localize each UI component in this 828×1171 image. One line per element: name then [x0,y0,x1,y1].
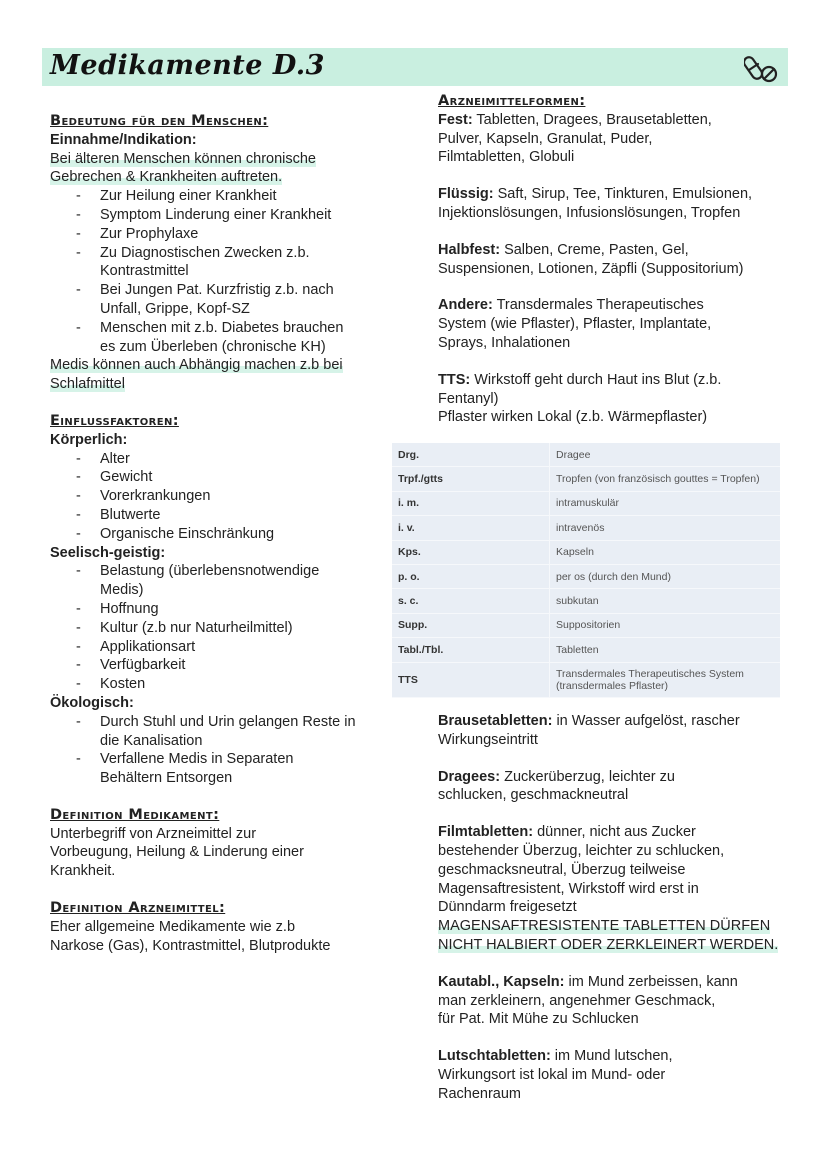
warning-line: MAGENSAFTRESISTENTE TABLETTEN DÜRFEN [438,918,771,935]
table-row: Trpf./gtts Tropfen (von französisch gouttes = Tropfen) [392,467,780,491]
list-item: - Hoffnung [50,600,395,619]
warning-line: NICHT HALBIERT ODER ZERKLEINERT WERDEN. [438,936,779,953]
def-medikament-text: Unterbegriff von Arzneimittel zur Vorbeugung, Heilung & Linderung einer Krankheit. [50,825,304,880]
koerperlich-list [50,450,395,544]
table-row: i. m. intramuskulär [392,491,780,515]
list-item: - Gewicht [50,468,395,487]
list-item: - Organische Einschränkung [50,525,395,544]
page-title: Medikamente D.3 [50,50,325,81]
bedeutung-list [50,187,395,356]
section-heading-bedeutung: Bedeutung für den Menschen: [50,113,269,129]
list-item: - Kosten [50,675,395,694]
table-row: Tabl./Tbl. Tabletten [392,638,780,662]
subheading-oekologisch: Ökologisch: [50,694,134,711]
list-item: - Symptom Linderung einer Krankheit [50,206,395,225]
list-item: - Belastung (überlebensnotwendige Medis) [50,562,395,600]
list-item: - Applikationsart [50,638,395,657]
pill-icon [744,50,780,86]
list-item: - Bei Jungen Pat. Kurzfristig z.b. nach Unfall, Grippe, Kopf-SZ [50,281,395,319]
detail-dragees: Dragees: Zuckerüberzug, leichter zu schlucken, geschmackneutral [438,768,675,804]
list-item: - Blutwerte [50,506,395,525]
detail-brausetabletten: Brausetabletten: in Wasser aufgelöst, rascher Wirkungseintritt [438,713,740,748]
list-item: - Alter [50,450,395,469]
list-item: - Kultur (z.b nur Naturheilmittel) [50,619,395,638]
section-heading-arzneimittelformen: Arzneimittelformen: [438,93,586,109]
list-item: - Zu Diagnostischen Zwecken z.b. Kontrastmittel [50,244,395,282]
form-entry-tts: TTS: Wirkstoff geht durch Haut ins Blut (z.b. Fentanyl) Pflaster wirken Lokal (z.b. Wärmepflaster) [438,371,722,426]
subheading-koerperlich: Körperlich: [50,431,128,448]
list-item: - Zur Heilung einer Krankheit [50,187,395,206]
table-row: Drg. Dragee [392,443,780,467]
list-item: - Menschen mit z.b. Diabetes brauchen es zum Überleben (chronische KH) [50,319,395,357]
list-item: - Zur Prophylaxe [50,225,395,244]
table-row: s. c. subkutan [392,589,780,613]
table-row: p. o. per os (durch den Mund) [392,564,780,588]
seelisch-list [50,562,395,694]
subheading-seelisch: Seelisch-geistig: [50,544,166,561]
table-row: i. v. intravenös [392,516,780,540]
list-item: - Verfügbarkeit [50,656,395,675]
table-row: TTS Transdermales Therapeutisches System (transdermales Pflaster) [392,662,780,697]
section-heading-def-medikament: Definition Medikament: [50,806,220,823]
abbreviation-table [392,443,780,698]
list-item: - Vorerkrankungen [50,487,395,506]
outro-line: Schlafmittel [50,376,125,393]
intro-line: Gebrechen & Krankheiten auftreten. [50,169,283,186]
intro-line: Bei älteren Menschen können chronische [50,150,316,167]
oekologisch-list [50,713,395,788]
outro-text [50,356,395,394]
def-arzneimittel-text: Eher allgemeine Medikamente wie z.b Narkose (Gas), Kontrastmittel, Blutprodukte [50,918,331,954]
subheading-einnahme: Einnahme/Indikation: [50,131,197,148]
table-row: Supp. Suppositorien [392,613,780,637]
list-item: - Durch Stuhl und Urin gelangen Reste in die Kanalisation [50,713,395,751]
section-heading-def-arzneimittel: Definition Arzneimittel: [50,900,226,917]
outro-line: Medis können auch Abhängig machen z.b bei [50,357,343,374]
detail-filmtabletten: Filmtabletten: dünner, nicht aus Zucker bestehender Überzug, leichter zu schlucken, geschmacksneutral, Überzug teilweise Magensaftresistent, Wirkstoff wird erst in Dünndarm freigesetzt MAGENSAFTRESISTENTE TABLETTEN DÜRFEN NICHT HALBIERT ODER ZERKLEINERT WERDEN. [438,824,779,953]
detail-lutschtabletten: Lutschtabletten: im Mund lutschen, Wirkungsort ist lokal im Mund- oder Rachenraum [438,1048,673,1102]
detail-kautabletten: Kautabl., Kapseln: im Mund zerbeissen, kann man zerkleinern, angenehmer Geschmack, für Pat. Mit Mühe zu Schlucken [438,973,738,1028]
right-bottom-column [438,712,788,1104]
right-top-column [438,92,788,427]
left-column [50,112,395,955]
intro-text [50,150,395,188]
form-entry-halbfest: Halbfest: Salben, Creme, Pasten, Gel, Suspensionen, Lotionen, Zäpfli (Suppositorium) [438,241,744,277]
table-row: Kps. Kapseln [392,540,780,564]
form-entry-fluessig: Flüssig: Saft, Sirup, Tee, Tinkturen, Emulsionen, Injektionslösungen, Infusionslösungen, Tropfen [438,186,753,221]
form-entry-andere: Andere: Transdermales Therapeutisches System (wie Pflaster), Pflaster, Implantate, Sprays, Inhalationen [438,297,712,351]
form-entry-fest: Fest: Tabletten, Dragees, Brausetabletten, Pulver, Kapseln, Granulat, Puder, Filmtabletten, Globuli [438,111,712,166]
list-item: - Verfallene Medis in Separaten Behältern Entsorgen [50,750,395,788]
section-heading-einfluss: Einflussfaktoren: [50,412,179,429]
